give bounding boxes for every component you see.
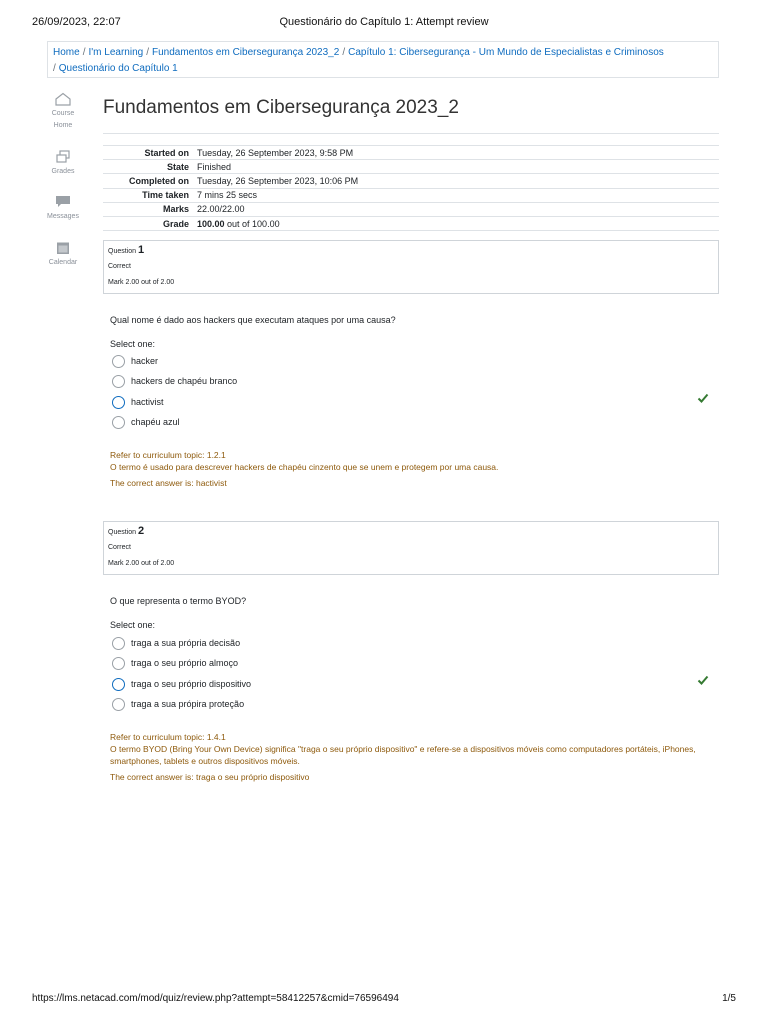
feedback-text: O termo BYOD (Bring Your Own Device) significa "traga o seu próprio dispositivo" e refere-se a dispositivos móveis como computadores portáteis, iPhones, smartphones, tablets e outros dispositivos móveis. — [110, 744, 696, 766]
question-mark: Mark 2.00 out of 2.00 — [108, 560, 175, 567]
answer-option[interactable] — [112, 696, 244, 712]
summary-label: State — [103, 160, 193, 174]
answer-option-label: traga o seu próprio dispositivo — [131, 679, 252, 689]
answer-option[interactable] — [112, 655, 238, 671]
summary-value: 22.00/22.00 — [193, 202, 719, 216]
question-text: Qual nome é dado aos hackers que executam ataques por uma causa? — [110, 315, 396, 325]
nav-messages-label: Messages — [47, 213, 79, 220]
summary-row — [103, 216, 719, 230]
question-number — [108, 525, 714, 539]
summary-value — [193, 216, 719, 230]
question-mark: Mark 2.00 out of 2.00 — [108, 279, 175, 286]
print-page-number: 1/5 — [722, 993, 736, 1004]
summary-row — [103, 160, 719, 174]
answer-option-label: hacker — [131, 356, 159, 366]
summary-label: Marks — [103, 202, 193, 216]
summary-row — [103, 174, 719, 188]
chat-bubble-icon — [55, 195, 71, 209]
summary-label: Started on — [103, 146, 193, 160]
summary-value: Finished — [193, 160, 719, 174]
correct-check-icon — [697, 674, 709, 686]
breadcrumb-separator: / — [53, 63, 56, 74]
print-page-title: Questionário do Capítulo 1: Attempt review — [279, 16, 489, 28]
answer-option-label: hackers de chapéu branco — [131, 376, 238, 386]
nav-course-home[interactable] — [38, 92, 88, 132]
question-label: Question — [108, 248, 137, 255]
select-one-prompt: Select one: — [110, 339, 156, 349]
nav-messages[interactable] — [38, 195, 88, 223]
radio-button[interactable] — [112, 657, 125, 670]
grade-value: 100.00 — [197, 218, 225, 229]
breadcrumb — [47, 41, 719, 78]
radio-button[interactable] — [112, 355, 125, 368]
nav-calendar[interactable] — [38, 241, 88, 269]
grades-icon — [55, 150, 71, 164]
summary-value: 7 mins 25 secs — [193, 188, 719, 202]
answer-option-selected[interactable] — [112, 676, 251, 692]
title-divider — [103, 133, 719, 134]
select-one-prompt: Select one: — [110, 620, 156, 630]
nav-calendar-label: Calendar — [48, 259, 78, 266]
question-number-value: 2 — [137, 525, 145, 537]
breadcrumb-separator: / — [82, 47, 86, 58]
feedback-box — [110, 449, 710, 489]
breadcrumb-separator: / — [342, 47, 346, 58]
summary-row — [103, 188, 719, 202]
grade-out-of: out of 100.00 — [224, 218, 280, 229]
summary-label: Grade — [103, 216, 193, 230]
answer-option[interactable] — [112, 353, 158, 369]
feedback-text: O termo é usado para descrever hackers de chapéu cinzento que se unem e protegem por uma causa. — [110, 462, 499, 472]
question-text: O que representa o termo BYOD? — [110, 596, 247, 606]
summary-value: Tuesday, 26 September 2023, 10:06 PM — [193, 174, 719, 188]
answer-option-label: traga o seu próprio almoço — [131, 658, 239, 668]
correct-answer-text: The correct answer is: hactivist — [110, 478, 227, 488]
correct-check-icon — [697, 392, 709, 404]
breadcrumb-im-learning[interactable]: I'm Learning — [88, 47, 144, 58]
feedback-topic: Refer to curriculum topic: 1.4.1 — [110, 732, 226, 742]
nav-course-home-label-1: Course — [51, 110, 75, 117]
answer-option[interactable] — [112, 635, 240, 651]
radio-button[interactable] — [112, 637, 125, 650]
answer-option-label: hactivist — [131, 397, 164, 407]
question-number-value: 1 — [137, 244, 145, 256]
question-state: Correct — [108, 544, 131, 551]
page-title: Fundamentos em Cibersegurança 2023_2 — [103, 97, 459, 118]
print-url: https://lms.netacad.com/mod/quiz/review.php?attempt=58412257&cmid=76596494 — [32, 993, 399, 1004]
nav-grades[interactable] — [38, 150, 88, 178]
radio-button[interactable] — [112, 698, 125, 711]
nav-course-home-label-2: Home — [53, 122, 73, 129]
feedback-box — [110, 731, 710, 783]
attempt-summary-table — [103, 145, 719, 231]
breadcrumb-course[interactable]: Fundamentos em Cibersegurança 2023_2 — [151, 47, 340, 58]
question-info-box — [103, 240, 719, 294]
answer-option[interactable] — [112, 373, 237, 389]
radio-button-selected[interactable] — [112, 396, 125, 409]
summary-label: Completed on — [103, 174, 193, 188]
print-timestamp: 26/09/2023, 22:07 — [32, 16, 121, 28]
summary-row — [103, 146, 719, 160]
question-number — [108, 244, 714, 258]
summary-label: Time taken — [103, 188, 193, 202]
answer-option-selected[interactable] — [112, 394, 164, 410]
question-info-box — [103, 521, 719, 575]
breadcrumb-home[interactable]: Home — [53, 47, 80, 58]
feedback-topic: Refer to curriculum topic: 1.2.1 — [110, 450, 226, 460]
radio-button-selected[interactable] — [112, 678, 125, 691]
radio-button[interactable] — [112, 375, 125, 388]
home-icon — [54, 92, 72, 106]
summary-row — [103, 202, 719, 216]
question-state: Correct — [108, 263, 131, 270]
print-footer — [32, 993, 736, 1005]
answer-option-label: traga a sua própria decisão — [131, 638, 241, 648]
question-label: Question — [108, 529, 137, 536]
answer-option[interactable] — [112, 414, 180, 430]
correct-answer-text: The correct answer is: traga o seu próprio dispositivo — [110, 772, 310, 782]
nav-grades-label: Grades — [51, 168, 75, 175]
answer-option-label: traga a sua própira proteção — [131, 699, 245, 709]
print-header — [32, 16, 736, 30]
summary-value: Tuesday, 26 September 2023, 9:58 PM — [193, 146, 719, 160]
breadcrumb-separator: / — [146, 47, 149, 58]
calendar-icon — [56, 241, 70, 255]
radio-button[interactable] — [112, 416, 125, 429]
breadcrumb-chapter[interactable]: Capítulo 1: Cibersegurança - Um Mundo de Especialistas e Criminosos — [348, 47, 664, 58]
breadcrumb-quiz[interactable]: Questionário do Capítulo 1 — [58, 63, 178, 74]
answer-option-label: chapéu azul — [131, 417, 180, 427]
